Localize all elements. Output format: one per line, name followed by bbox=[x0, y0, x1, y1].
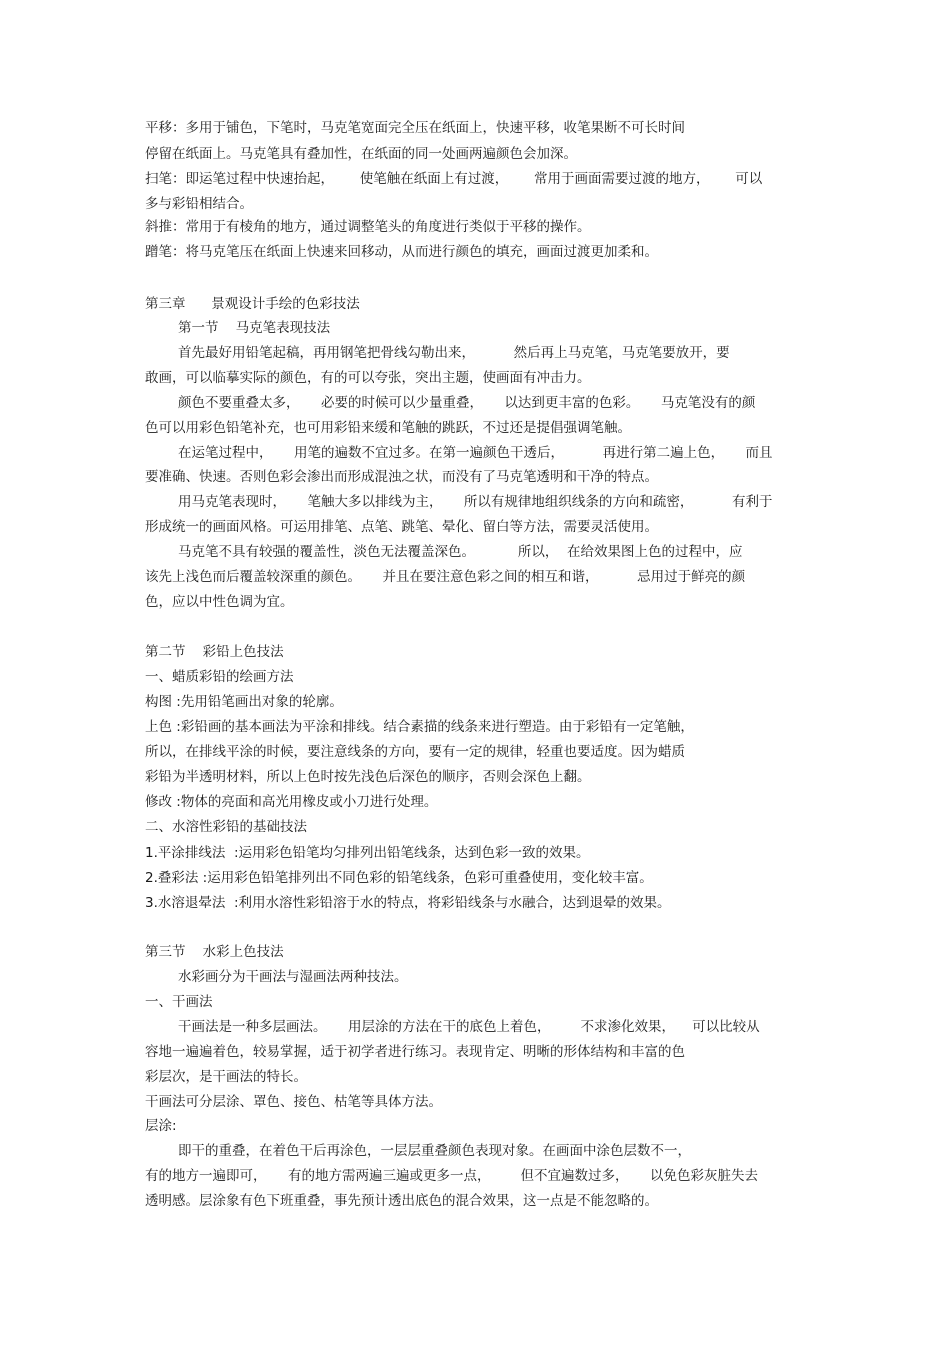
text-line: 上色 :彩铅画的基本画法为平涂和排线。结合素描的线条来进行塑造。由于彩铅有一定笔触， bbox=[145, 719, 694, 735]
text-line: 用马克笔表现时， 笔触大多以排线为主， 所以有规律地组织线条的方向和疏密， 有利于 bbox=[178, 494, 773, 510]
text-line: 该先上浅色而后覆盖较深重的颜色。 并且在要注意色彩之间的相互和谐， 忌用过于鲜亮的颜 bbox=[145, 569, 746, 585]
text-line: 多与彩铅相结合。 bbox=[145, 196, 253, 212]
text-line: 首先最好用铅笔起稿，再用钢笔把骨线勾勒出来， 然后再上马克笔，马克笔要放开，要 bbox=[178, 345, 730, 361]
text-line: 2.叠彩法 :运用彩色铅笔排列出不同色彩的铅笔线条，色彩可重叠使用，变化较丰富。 bbox=[145, 870, 653, 886]
text-line: 停留在纸面上。马克笔具有叠加性，在纸面的同一处画两遍颜色会加深。 bbox=[145, 146, 577, 162]
text-line: 1.平涂排线法 :运用彩色铅笔均匀排列出铅笔线条，达到色彩一致的效果。 bbox=[145, 845, 590, 861]
section-heading: 第三节 水彩上色技法 bbox=[145, 944, 284, 960]
text-line: 马克笔不具有较强的覆盖性，淡色无法覆盖深色。 所以， 在给效果图上色的过程中，应 bbox=[178, 544, 743, 560]
text-line: 所以，在排线平涂的时候，要注意线条的方向，要有一定的规律，轻重也要适度。因为蜡质 bbox=[145, 744, 685, 760]
text-line: 构图 :先用铅笔画出对象的轮廓。 bbox=[145, 694, 343, 710]
subsection-heading: 一、干画法 bbox=[145, 994, 213, 1010]
text-line: 平移：多用于铺色，下笔时，马克笔宽面完全压在纸面上，快速平移，收笔果断不可长时间 bbox=[145, 120, 685, 136]
section-heading: 第一节 马克笔表现技法 bbox=[178, 320, 331, 336]
text-line: 3.水溶退晕法 :利用水溶性彩铅溶于水的特点，将彩铅线条与水融合，达到退晕的效果。 bbox=[145, 895, 671, 911]
text-line: 色可以用彩色铅笔补充，也可用彩铅来缓和笔触的跳跃，不过还是提倡强调笔触。 bbox=[145, 420, 631, 436]
text-line: 在运笔过程中， 用笔的遍数不宜过多。在第一遍颜色干透后， 再进行第二遍上色， 而且 bbox=[178, 445, 773, 461]
subsection-heading: 二、水溶性彩铅的基础技法 bbox=[145, 819, 307, 835]
text-line: 斜推：常用于有棱角的地方，通过调整笔头的角度进行类似于平移的操作。 bbox=[145, 219, 591, 235]
text-line: 扫笔：即运笔过程中快速抬起， 使笔触在纸面上有过渡， 常用于画面需要过渡的地方， 可以 bbox=[145, 171, 763, 187]
text-line: 有的地方一遍即可， 有的地方需两遍三遍或更多一点， 但不宜遍数过多， 以免色彩灰脏失去 bbox=[145, 1168, 758, 1184]
subsection-heading: 一、蜡质彩铅的绘画方法 bbox=[145, 669, 294, 685]
text-line: 形成统一的画面风格。可运用排笔、点笔、跳笔、晕化、留白等方法，需要灵活使用。 bbox=[145, 519, 658, 535]
text-line: 即干的重叠，在着色干后再涂色，一层层重叠颜色表现对象。在画面中涂色层数不一， bbox=[178, 1143, 691, 1159]
text-line: 修改 :物体的亮面和高光用橡皮或小刀进行处理。 bbox=[145, 794, 438, 810]
text-line: 层涂: bbox=[145, 1118, 177, 1134]
text-line: 彩铅为半透明材料，所以上色时按先浅色后深色的顺序，否则会深色上翻。 bbox=[145, 769, 591, 785]
text-line: 蹭笔：将马克笔压在纸面上快速来回移动，从而进行颜色的填充，画面过渡更加柔和。 bbox=[145, 244, 658, 260]
chapter-heading: 第三章 景观设计手绘的色彩技法 bbox=[145, 296, 360, 312]
text-line: 水彩画分为干画法与湿画法两种技法。 bbox=[178, 969, 408, 985]
text-line: 干画法是一种多层画法。 用层涂的方法在干的底色上着色， 不求渗化效果， 可以比较从 bbox=[178, 1019, 760, 1035]
text-line: 干画法可分层涂、罩色、接色、枯笔等具体方法。 bbox=[145, 1094, 442, 1110]
text-line: 容地一遍遍着色，较易掌握，适于初学者进行练习。表现肯定、明晰的形体结构和丰富的色 bbox=[145, 1044, 685, 1060]
text-line: 色，应以中性色调为宜。 bbox=[145, 594, 294, 610]
section-heading: 第二节 彩铅上色技法 bbox=[145, 644, 284, 660]
text-line: 敢画，可以临摹实际的颜色，有的可以夸张，突出主题，使画面有冲击力。 bbox=[145, 370, 591, 386]
text-line: 彩层次，是干画法的特长。 bbox=[145, 1069, 307, 1085]
text-line: 要准确、快速。否则色彩会渗出而形成混浊之状，而没有了马克笔透明和干净的特点。 bbox=[145, 469, 658, 485]
text-line: 透明感。层涂象有色下班重叠，事先预计透出底色的混合效果，这一点是不能忽略的。 bbox=[145, 1193, 658, 1209]
text-line: 颜色不要重叠太多， 必要的时候可以少量重叠， 以达到更丰富的色彩。 马克笔没有的颜 bbox=[178, 395, 756, 411]
